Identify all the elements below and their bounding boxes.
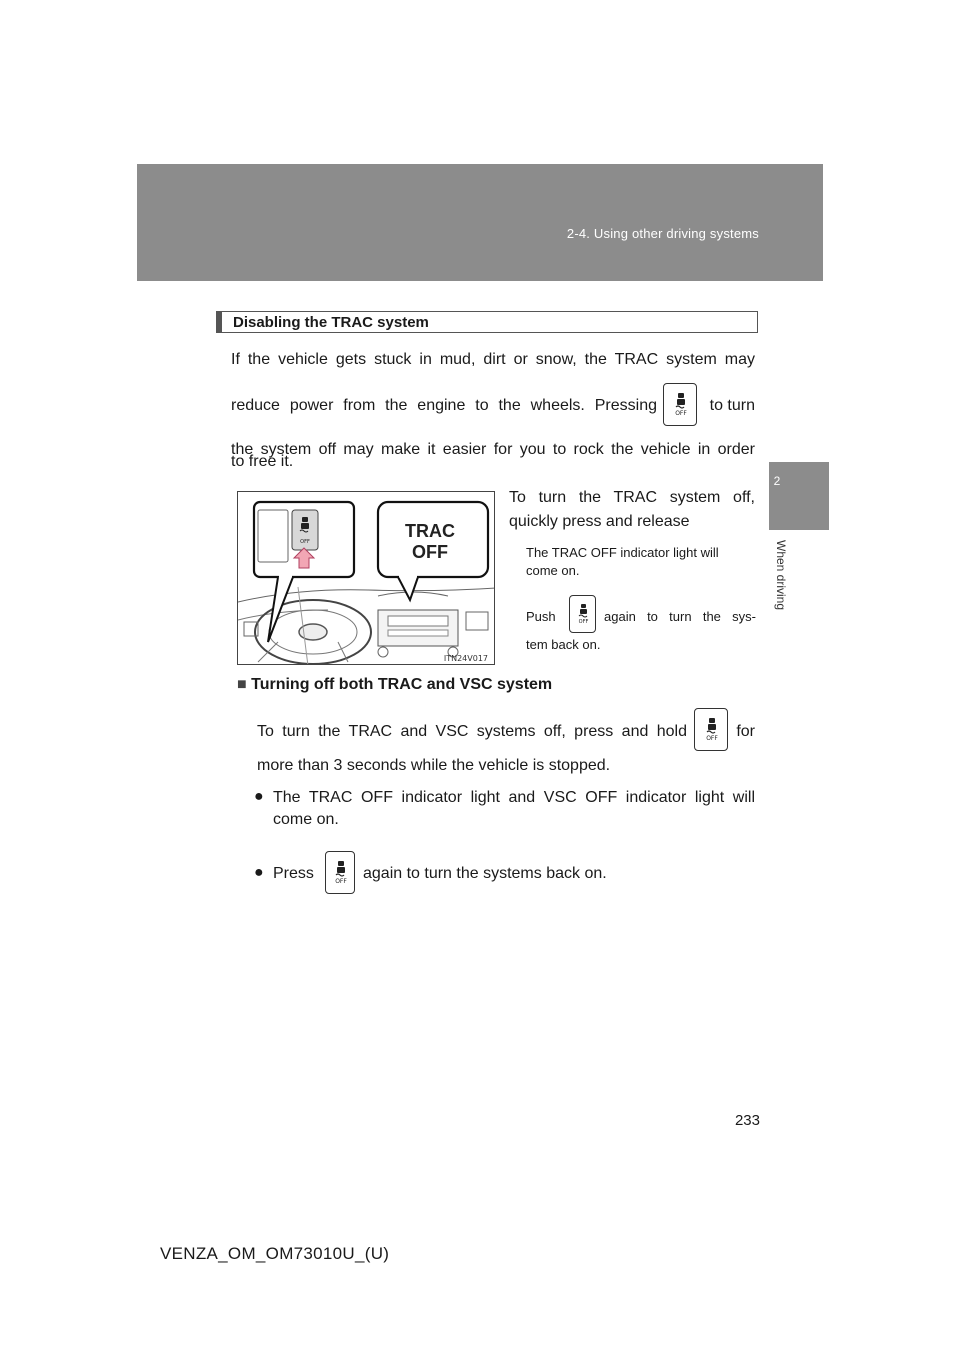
intro-line-2-after: to turn xyxy=(709,397,755,414)
vsc-off-button-icon xyxy=(663,383,697,426)
document-code: VENZA_OM_OM73010U_(U) xyxy=(160,1244,390,1263)
bullet-1-glyph: ● xyxy=(254,788,264,805)
note-2-line-1 xyxy=(526,608,756,625)
figure-button-label: OFF xyxy=(300,539,310,545)
section-path: 2-4. Using other driving systems xyxy=(566,226,759,241)
figure-code: ITN24V017 xyxy=(443,654,488,663)
page-number: 233 xyxy=(734,1112,760,1129)
chapter-label-vertical xyxy=(771,540,791,660)
intro-line-2-before: reduce power from the engine to the wheels. Pressing xyxy=(231,397,657,414)
note-2-before: Push xyxy=(526,609,556,624)
note-2-line-2: tem back on. xyxy=(526,637,601,652)
button-off-label: OFF xyxy=(675,410,687,417)
intro-line-3: the system off may make it easier for you to rock the vehicle in order xyxy=(231,441,755,458)
button-off-label-3: OFF xyxy=(335,878,347,885)
bullet-1-line-1: The TRAC OFF indicator light and VSC OFF indicator light will xyxy=(273,789,755,806)
bullet-2-before: Press xyxy=(273,865,314,882)
subsection-heading xyxy=(237,675,757,695)
vsc-off-button-icon-3 xyxy=(325,851,355,894)
right-line-1: To turn the TRAC system off, xyxy=(509,489,755,506)
section-heading-box xyxy=(216,311,758,333)
sub-line-1-before: To turn the TRAC and VSC systems off, press and hold xyxy=(257,723,687,740)
chapter-label: When driving xyxy=(774,540,788,611)
callout-off: OFF xyxy=(412,542,448,562)
subsection-title: Turning off both TRAC and VSC system xyxy=(251,676,553,693)
intro-line-1: If the vehicle gets stuck in mud, dirt or snow, the TRAC system may xyxy=(231,351,755,368)
note-1-line-2: come on. xyxy=(526,563,580,578)
bullet-2-after: again to turn the systems back on. xyxy=(363,865,607,882)
vsc-off-button-icon-small xyxy=(569,595,596,633)
callout-trac: TRAC xyxy=(405,521,455,541)
sub-line-1-after: for xyxy=(736,723,755,740)
button-off-label-2: OFF xyxy=(706,735,718,742)
chapter-number: 2 xyxy=(773,474,781,488)
intro-line-4-text: to free it. xyxy=(231,453,294,470)
vsc-off-button-icon-2 xyxy=(694,708,728,751)
sub-line-1 xyxy=(257,722,755,742)
sub-line-2: more than 3 seconds while the vehicle is stopped. xyxy=(257,757,611,774)
header-band xyxy=(137,164,823,281)
button-off-label-small: OFF xyxy=(578,619,589,625)
bullet-1-line-2: come on. xyxy=(273,811,339,828)
subsection-marker: ■ xyxy=(237,676,247,693)
note-1-line-1: The TRAC OFF indicator light will xyxy=(526,545,719,560)
right-line-2: quickly press and release xyxy=(509,513,690,530)
dashboard-figure xyxy=(237,491,495,665)
section-title: Disabling the TRAC system xyxy=(233,314,429,331)
chapter-tab xyxy=(769,462,829,530)
bullet-2-glyph: ● xyxy=(254,864,264,881)
heading-bar xyxy=(217,312,222,332)
note-2-after: again to turn the sys- xyxy=(604,609,756,624)
